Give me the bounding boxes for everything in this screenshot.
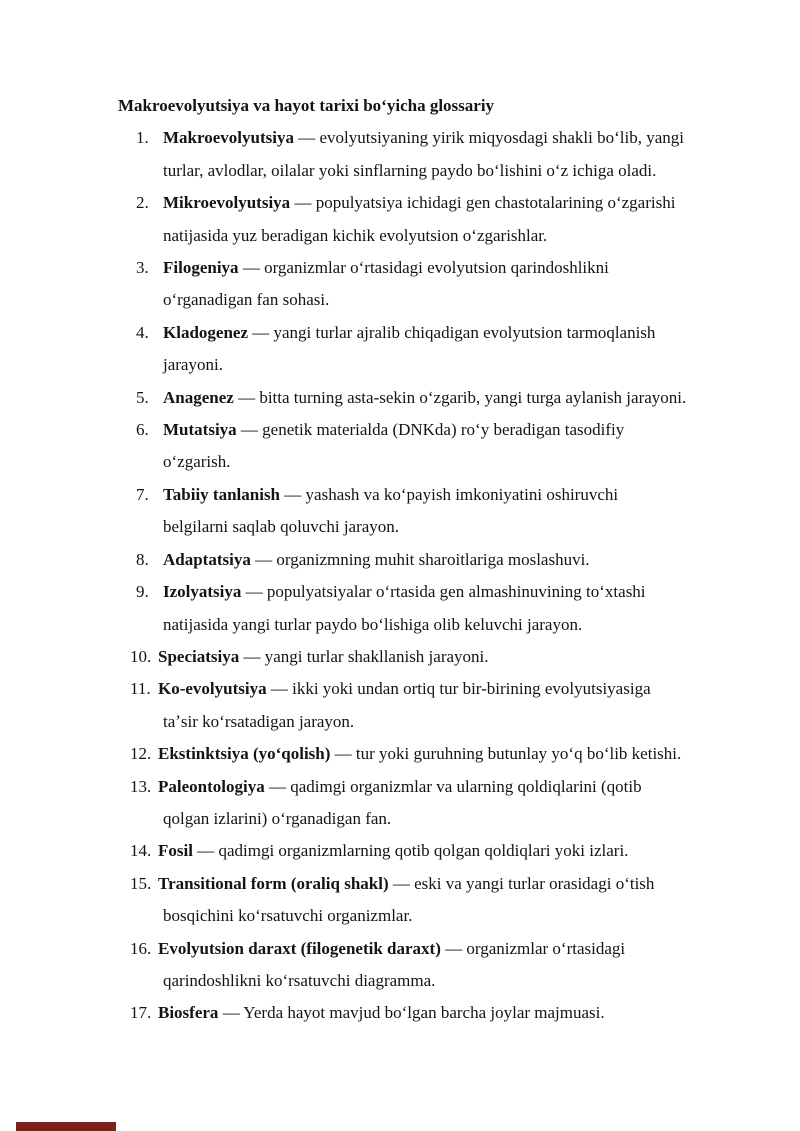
definition-continuation-line: oʻrganadigan fan sohasi. [163, 290, 330, 310]
glossary-term: Kladogenez [163, 322, 248, 342]
definition-continuation-line: natijasida yangi turlar paydo boʻlishiga olib keluvchi jarayon. [163, 614, 583, 634]
glossary-term: Speciatsiya [158, 646, 240, 666]
glossary-item [118, 835, 764, 867]
list-item-number: 2. [136, 193, 149, 213]
glossary-term: Makroevolyutsiya [163, 128, 294, 148]
glossary-item-first-line: 11. Ko-evolyutsiya — ikki yoki undan ortiq tur bir-birining evolyutsiyasiga [163, 673, 764, 705]
glossary-item-first-line: 12. Ekstinktsiya (yoʻqolish) — tur yoki guruhning butunlay yoʻq boʻlib ketishi. [163, 738, 764, 770]
glossary-item-first-line: 2. Mikroevolyutsiya — populyatsiya ichidagi gen chastotalarining oʻzgarishi [163, 187, 764, 219]
glossary-term: Anagenez [163, 387, 234, 407]
glossary-term: Paleontologiya [158, 776, 265, 796]
glossary-item [118, 382, 764, 414]
list-item-number: 11. [130, 679, 151, 699]
glossary-term: Evolyutsion daraxt (filogenetik daraxt) [158, 938, 441, 958]
list-item-number: 15. [130, 873, 152, 893]
list-item-number: 9. [136, 582, 149, 602]
glossary-item [118, 252, 764, 317]
definition-continuation-line: belgilarni saqlab qoluvchi jarayon. [163, 517, 400, 537]
glossary-item [118, 576, 764, 641]
list-item-number: 6. [136, 420, 149, 440]
glossary-item [118, 122, 764, 187]
glossary-item-first-line: 3. Filogeniya — organizmlar oʻrtasidagi evolyutsion qarindoshlikni [163, 252, 764, 284]
glossary-item [118, 738, 764, 770]
glossary-item [118, 479, 764, 544]
glossary-term: Ko-evolyutsiya [158, 679, 267, 699]
glossary-term: Biosfera [158, 1003, 219, 1023]
glossary-item [118, 868, 764, 933]
glossary-item-first-line: 5. Anagenez — bitta turning asta-sekin oʻzgarib, yangi turga aylanish jarayoni. [163, 382, 764, 414]
list-item-number: 12. [130, 744, 152, 764]
list-item-number: 3. [136, 258, 149, 278]
definition-continuation-line: qolgan izlarini) oʻrganadigan fan. [163, 808, 392, 828]
glossary-item [118, 544, 764, 576]
definition-continuation-line: turlar, avlodlar, oilalar yoki sinflarning paydo boʻlishini oʻz ichiga oladi. [163, 160, 657, 180]
glossary-term: Mutatsiya [163, 420, 237, 440]
glossary-item-first-line: 8. Adaptatsiya — organizmning muhit sharoitlariga moslashuvi. [163, 544, 764, 576]
glossary-term: Izolyatsiya [163, 582, 242, 602]
glossary-term: Filogeniya [163, 258, 239, 278]
glossary-term: Tabiiy tanlanish [163, 484, 281, 504]
glossary-term: Mikroevolyutsiya [163, 193, 291, 213]
glossary-item [118, 641, 764, 673]
glossary-item-first-line: 13. Paleontologiya — qadimgi organizmlar va ularning qoldiqlarini (qotib [163, 771, 764, 803]
glossary-item-first-line: 14. Fosil — qadimgi organizmlarning qotib qolgan qoldiqlari yoki izlari. [163, 835, 764, 867]
glossary-item [118, 187, 764, 252]
definition-continuation-line: taʼsir koʻrsatadigan jarayon. [163, 711, 355, 731]
definition-continuation-line: natijasida yuz beradigan kichik evolyutsion oʻzgarishlar. [163, 225, 548, 245]
page-corner-accent-bar [16, 1122, 116, 1131]
list-item-number: 8. [136, 549, 149, 569]
glossary-item-first-line: 16. Evolyutsion daraxt (filogenetik daraxt) — organizmlar oʻrtasidagi [163, 933, 764, 965]
list-item-number: 16. [130, 938, 152, 958]
glossary-list [118, 122, 764, 1029]
definition-continuation-line: jarayoni. [163, 355, 223, 375]
glossary-item-first-line: 9. Izolyatsiya — populyatsiyalar oʻrtasida gen almashinuvining toʻxtashi [163, 576, 764, 608]
glossary-item [118, 933, 764, 998]
glossary-term: Adaptatsiya [163, 549, 251, 569]
list-item-number: 1. [136, 128, 149, 148]
glossary-item [118, 673, 764, 738]
glossary-item [118, 997, 764, 1029]
glossary-item-first-line: 6. Mutatsiya — genetik materialda (DNKda) roʻy beradigan tasodifiy [163, 414, 764, 446]
list-item-number: 13. [130, 776, 152, 796]
glossary-term: Fosil [158, 841, 193, 861]
glossary-term: Ekstinktsiya (yoʻqolish) [158, 744, 331, 764]
list-item-number: 14. [130, 841, 152, 861]
glossary-item-first-line: 15. Transitional form (oraliq shakl) — eski va yangi turlar orasidagi oʻtish [163, 868, 764, 900]
glossary-item [118, 771, 764, 836]
glossary-item-first-line: 4. Kladogenez — yangi turlar ajralib chiqadigan evolyutsion tarmoqlanish [163, 317, 764, 349]
definition-continuation-line: oʻzgarish. [163, 452, 231, 472]
glossary-term: Transitional form (oraliq shakl) [158, 873, 389, 893]
definition-continuation-line: bosqichini koʻrsatuvchi organizmlar. [163, 906, 413, 926]
glossary-item [118, 414, 764, 479]
list-item-number: 5. [136, 387, 149, 407]
list-item-number: 4. [136, 322, 149, 342]
glossary-item-first-line: 7. Tabiiy tanlanish — yashash va koʻpayish imkoniyatini oshiruvchi [163, 479, 764, 511]
glossary-item-first-line: 17. Biosfera — Yerda hayot mavjud boʻlgan barcha joylar majmuasi. [163, 997, 764, 1029]
glossary-item-first-line: 10. Speciatsiya — yangi turlar shakllanish jarayoni. [163, 641, 764, 673]
glossary-item [118, 317, 764, 382]
page-title: Makroevolyutsiya va hayot tarixi boʻyicha glossariy [118, 96, 495, 115]
list-item-number: 17. [130, 1003, 152, 1023]
glossary-item-first-line: 1. Makroevolyutsiya — evolyutsiyaning yirik miqyosdagi shakli boʻlib, yangi [163, 122, 764, 154]
list-item-number: 7. [136, 484, 149, 504]
definition-continuation-line: qarindoshlikni koʻrsatuvchi diagramma. [163, 970, 436, 990]
list-item-number: 10. [130, 646, 152, 666]
